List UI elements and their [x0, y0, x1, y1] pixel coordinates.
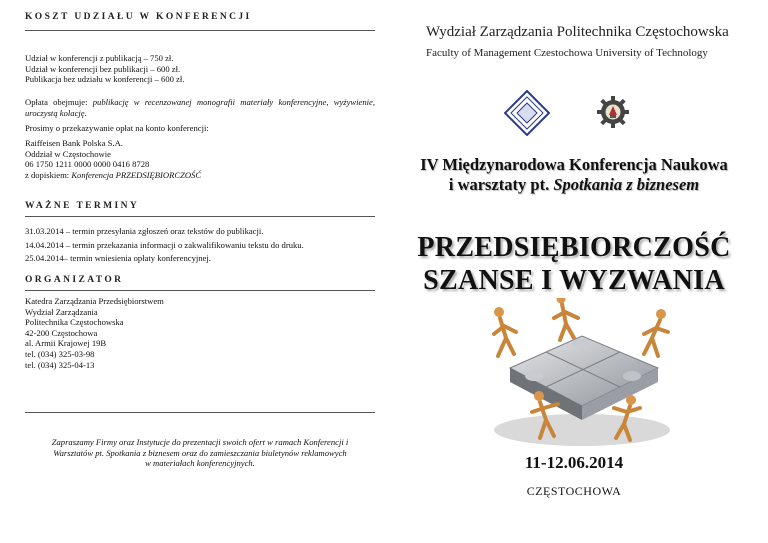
conference-title-line2: [380, 175, 768, 195]
organizer-line: tel. (034) 325-03-98: [25, 348, 95, 359]
puzzle-illustration: [470, 298, 692, 454]
dates-list: [25, 225, 375, 266]
bank-account: 06 1750 1211 0000 0000 0416 8728: [25, 159, 150, 170]
fee-section-title: KOSZT UDZIAŁU W KONFERENCJI: [25, 12, 252, 22]
organizer-line: 42-200 Częstochowa: [25, 327, 98, 338]
fee-line: Udział w konferencji bez publikacji – 600 zł.: [25, 63, 181, 74]
fee-list: [25, 53, 375, 85]
invite-text: Zapraszamy Firmy oraz Instytucje do prezentacji swoich ofert w ramach Konferencji i Warsztatów pt. Spotkania z biznesem oraz do zamieszczania biuletynów reklamowych w materiałach konferencyjnych.: [51, 437, 349, 469]
organizer-address: [25, 296, 375, 370]
organizer-line: Politechnika Częstochowska: [25, 317, 124, 328]
date-item: 25.04.2014– termin wniesienia opłaty konferencyjnej.: [25, 253, 211, 263]
organizer-divider: [25, 290, 375, 291]
conference-title-line1: IV Międzynarodowa Konferencja Naukowa: [420, 155, 728, 174]
date-item: 31.03.2014 – termin przesyłania zgłoszeń oraz tekstów do publikacji.: [25, 226, 264, 236]
organizer-line: Katedra Zarządzania Przedsiębiorstwem: [25, 296, 164, 306]
dates-section-title: WAŻNE TERMINY: [25, 201, 140, 211]
organizer-section-title: ORGANIZATOR: [25, 275, 124, 285]
bank-branch: Oddział w Częstochowie: [25, 148, 111, 159]
event-date: 11-12.06.2014: [524, 453, 624, 472]
fee-covers: [25, 97, 375, 118]
organizer-line: tel. (034) 325-04-13: [25, 359, 95, 370]
fee-line: Publikacja bez udziału w konferencji – 600 zł.: [25, 74, 185, 85]
university-emblem: [596, 94, 630, 130]
conference-title-prefix: i warsztaty pt.: [448, 175, 554, 194]
transfer-note-label: z dopiskiem:: [25, 169, 72, 180]
organizer-line: al. Armii Krajowej 19B: [25, 338, 107, 349]
bank-name: Raiffeisen Bank Polska S.A.: [25, 138, 123, 148]
faculty-logo: [504, 90, 550, 136]
faculty-name-en: Faculty of Management Czestochowa University of Technology: [426, 47, 708, 59]
conference-title-italic: Spotkania z biznesem: [553, 175, 700, 194]
fee-covers-items: publikację w recenzowanej monografii materiały konferencyjne, wyżywienie, uroczystą kolację.: [25, 97, 375, 118]
invite-divider: [25, 412, 375, 413]
transfer-request: Prosimy o przekazywanie opłat na konto konferencji:: [25, 123, 209, 133]
fee-line: Udział w konferencji z publikacją – 750 zł.: [25, 53, 174, 63]
main-title-line2: SZANSE I WYZWANIA: [423, 265, 725, 296]
fee-divider: [25, 30, 375, 31]
transfer-note: [25, 170, 375, 181]
organizer-line: Wydział Zarządzania: [25, 306, 98, 317]
bank-details: [25, 138, 375, 180]
transfer-note-value: Konferencja PRZEDSIĘBIORCZOŚĆ: [71, 169, 202, 180]
faculty-name-pl: Wydział Zarządzania Politechnika Częstochowska: [426, 24, 729, 40]
event-city: CZĘSTOCHOWA: [526, 484, 622, 498]
dates-divider: [25, 216, 375, 217]
main-title-line1: PRZEDSIĘBIORCZOŚĆ: [417, 232, 731, 263]
fee-covers-label: Opłata obejmuje:: [25, 97, 93, 107]
date-item: 14.04.2014 – termin przekazania informacji o zakwalifikowaniu tekstu do druku.: [25, 239, 304, 250]
